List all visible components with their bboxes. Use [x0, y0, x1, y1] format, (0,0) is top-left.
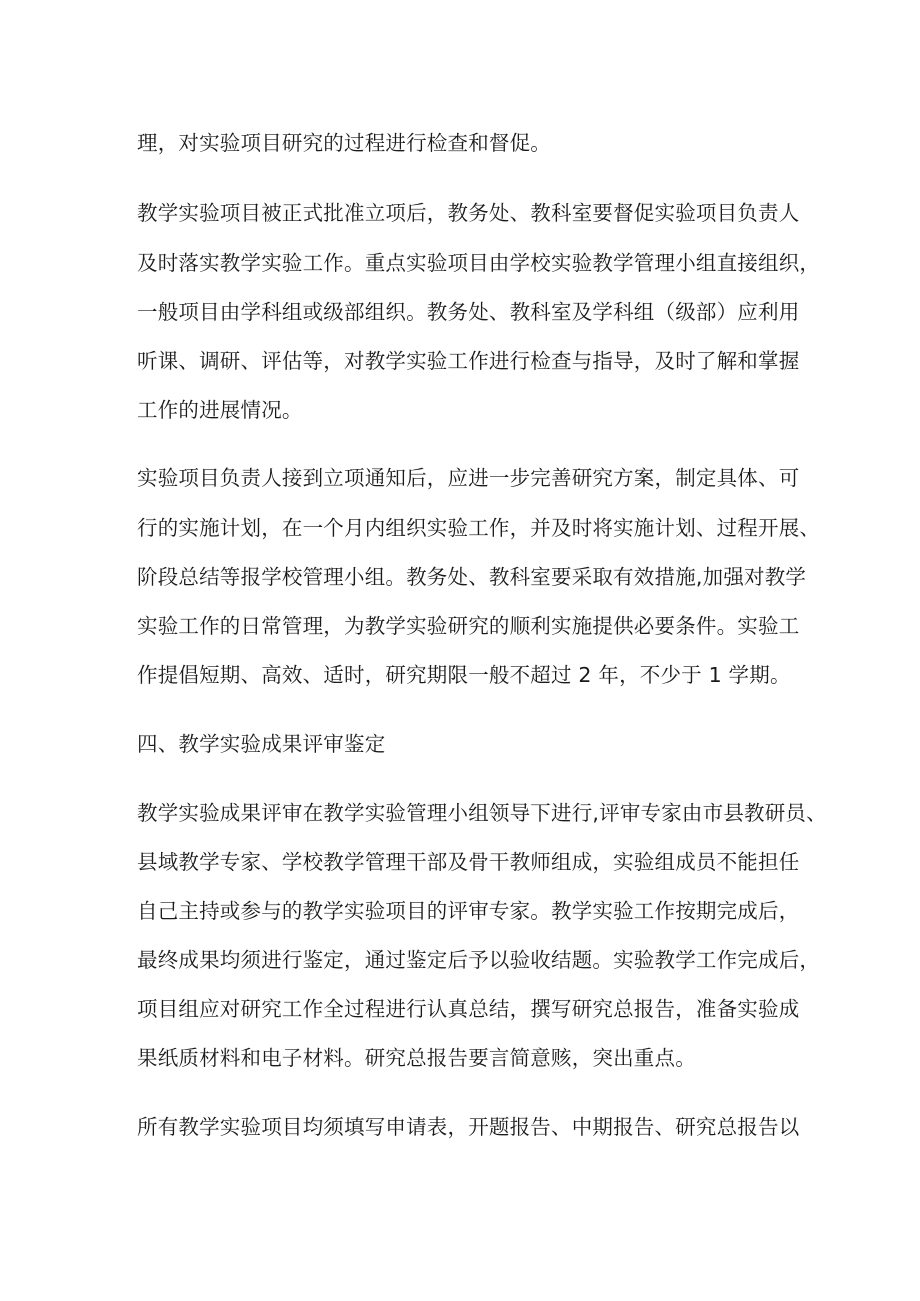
text-line: 最终成果均须进行鉴定，通过鉴定后予以验收结题。实验教学工作完成后， — [137, 948, 821, 972]
text-line: 项目组应对研究工作全过程进行认真总结，撰写研究总报告，准备实验成 — [137, 997, 800, 1021]
text-line: 听课、调研、评估等，对教学实验工作进行检查与指导，及时了解和掌握 — [137, 349, 800, 373]
text-line: 行的实施计划，在一个月内组织实验工作，并及时将实施计划、过程开展、 — [137, 516, 821, 540]
text-line: 果纸质材料和电子材料。研究总报告要言简意赅，突出重点。 — [137, 1046, 696, 1070]
text-line: 实验工作的日常管理，为教学实验研究的顺利实施提供必要条件。实验工 — [137, 614, 800, 638]
text-line: 实验项目负责人接到立项通知后，应进一步完善研究方案，制定具体、可 — [137, 466, 800, 490]
text-line: 教学实验项目被正式批准立项后，教务处、教科室要督促实验项目负责人 — [137, 201, 800, 225]
text-line: 一般项目由学科组或级部组织。教务处、教科室及学科组（级部）应利用 — [137, 300, 800, 324]
text-line: 教学实验成果评审在教学实验管理小组领导下进行,评审专家由市县教研员、 — [137, 801, 827, 825]
text-line: 工作的进展情况。 — [137, 398, 303, 422]
text-line: 自己主持或参与的教学实验项目的评审专家。教学实验工作按期完成后， — [137, 899, 800, 923]
text-line: 及时落实教学实验工作。重点实验项目由学校实验教学管理小组直接组织， — [137, 251, 821, 275]
section-heading: 四、教学实验成果评审鉴定 — [137, 732, 386, 756]
text-line: 阶段总结等报学校管理小组。教务处、教科室要采取有效措施,加强对教学 — [137, 565, 807, 589]
text-line: 作提倡短期、高效、适时，研究期限一般不超过 2 年，不少于 1 学期。 — [137, 663, 791, 687]
text-line: 县域教学专家、学校教学管理干部及骨干教师组成，实验组成员不能担任 — [137, 850, 800, 874]
text-line: 理，对实验项目研究的过程进行检查和督促。 — [137, 131, 551, 155]
text-line: 所有教学实验项目均须填写申请表，开题报告、中期报告、研究总报告以 — [137, 1115, 800, 1139]
